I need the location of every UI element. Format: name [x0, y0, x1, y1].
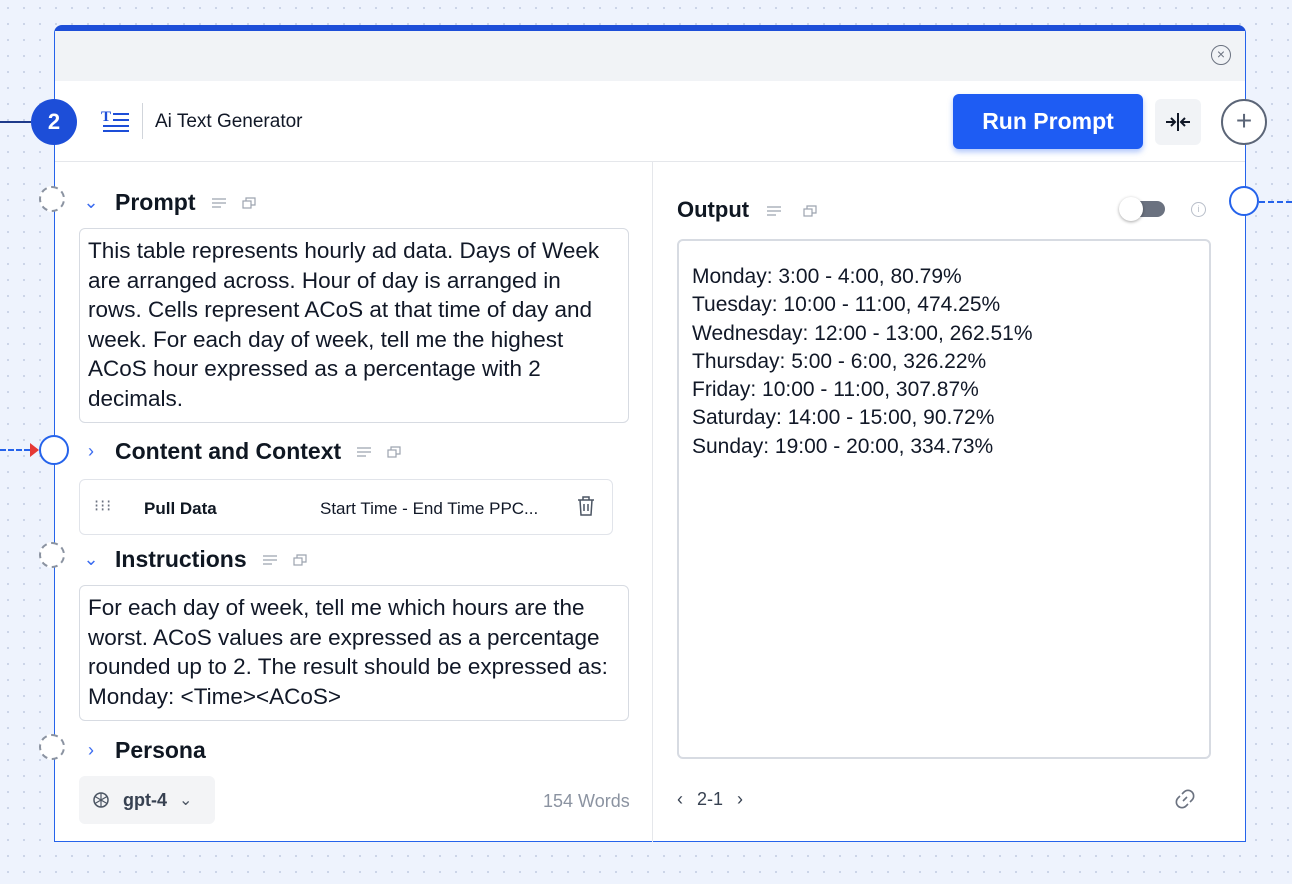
- prompt-label: Prompt: [115, 189, 196, 215]
- chevron-down-icon[interactable]: ⌄: [83, 192, 99, 212]
- output-toggle[interactable]: [1123, 201, 1165, 217]
- persona-label: Persona: [115, 737, 206, 763]
- content-context-section-header[interactable]: [81, 438, 401, 465]
- prompt-connector-node[interactable]: [39, 186, 65, 212]
- instructions-label: Instructions: [115, 546, 247, 572]
- output-line: Saturday: 14:00 - 15:00, 90.72%: [692, 406, 995, 430]
- output-label: [677, 197, 817, 223]
- output-line: Tuesday: 10:00 - 11:00, 474.25%: [692, 293, 1001, 317]
- prompt-textarea[interactable]: This table represents hourly ad data. Days of Week are arranged across. Hour of day is arranged in rows. Cells represent ACoS at that time of day and week. For each day of week, tell me the highest ACoS hour expressed as a percentage with 2 decimals.: [79, 228, 629, 423]
- input-connector-line: [0, 449, 30, 451]
- collapse-icon: [1165, 113, 1191, 131]
- toggle-knob: [1119, 197, 1143, 221]
- drag-handle-icon[interactable]: ⁝⁝⁝: [94, 498, 113, 515]
- chevron-down-icon: ⌄: [179, 792, 193, 809]
- info-icon[interactable]: i: [1191, 202, 1206, 217]
- column-divider: [652, 162, 653, 842]
- connector-line-left: [0, 121, 31, 123]
- model-label: gpt-4: [123, 789, 167, 810]
- run-prompt-button[interactable]: Run Prompt: [953, 94, 1143, 149]
- openai-icon: [91, 790, 111, 810]
- output-pager: [677, 789, 757, 810]
- model-select[interactable]: [79, 776, 215, 824]
- chevron-right-icon[interactable]: ›: [88, 441, 94, 461]
- output-title-text: Output: [677, 197, 750, 222]
- lines-icon[interactable]: [767, 205, 781, 217]
- copy-icon[interactable]: [293, 554, 307, 566]
- output-line: Sunday: 19:00 - 20:00, 334.73%: [692, 434, 994, 458]
- step-number-badge: 2: [31, 99, 77, 145]
- lines-icon[interactable]: [263, 554, 277, 566]
- node-card: [54, 25, 1253, 842]
- persona-connector-node[interactable]: [39, 734, 65, 760]
- prompt-section-header[interactable]: [81, 189, 256, 216]
- instructions-connector-node[interactable]: [39, 542, 65, 568]
- output-line: Wednesday: 12:00 - 13:00, 262.51%: [692, 321, 1033, 345]
- word-count: 154 Words: [543, 791, 630, 811]
- chevron-right-icon[interactable]: ›: [737, 789, 744, 809]
- text-generator-icon: [101, 108, 131, 132]
- trash-icon[interactable]: [577, 496, 595, 516]
- chevron-right-icon[interactable]: ›: [88, 740, 94, 760]
- card-topbar: [55, 31, 1245, 81]
- instructions-section-header[interactable]: [81, 546, 307, 573]
- header-divider: [142, 103, 143, 139]
- output-line: Friday: 10:00 - 11:00, 307.87%: [692, 378, 979, 402]
- card-header: [55, 81, 1253, 162]
- pager-label: 2-1: [697, 789, 724, 809]
- node-title: Ai Text Generator: [155, 111, 303, 132]
- pull-data-value[interactable]: Start Time - End Time PPC...: [320, 499, 539, 518]
- content-connector-node[interactable]: [39, 435, 69, 465]
- plus-icon[interactable]: +: [1221, 99, 1267, 145]
- copy-icon[interactable]: [387, 446, 401, 458]
- chevron-down-icon[interactable]: ⌄: [83, 549, 99, 569]
- chevron-left-icon[interactable]: ‹: [677, 789, 683, 809]
- instructions-textarea[interactable]: For each day of week, tell me which hours are the worst. ACoS values are expressed as a percentage rounded up to 2. The result should be expressed as: Monday: <Time><ACoS>: [79, 585, 629, 721]
- pull-data-item[interactable]: [79, 479, 613, 535]
- input-arrow-icon: [30, 443, 39, 457]
- copy-icon[interactable]: [242, 197, 256, 209]
- output-line: Monday: 3:00 - 4:00, 80.79%: [692, 265, 962, 288]
- copy-icon[interactable]: [803, 205, 817, 217]
- content-context-label: Content and Context: [115, 438, 342, 464]
- collapse-button[interactable]: [1155, 99, 1201, 145]
- lines-icon[interactable]: [357, 446, 371, 458]
- output-line: Thursday: 5:00 - 6:00, 326.22%: [692, 349, 987, 373]
- lines-icon[interactable]: [212, 197, 226, 209]
- svg-text:T: T: [101, 109, 112, 125]
- link-icon[interactable]: [1173, 787, 1197, 811]
- output-connector-line: [1259, 201, 1292, 203]
- output-connector-node[interactable]: [1229, 186, 1259, 216]
- pull-data-label: Pull Data: [144, 499, 217, 518]
- persona-section-header[interactable]: [81, 737, 206, 764]
- close-icon[interactable]: ×: [1211, 45, 1231, 65]
- output-box[interactable]: [677, 239, 1211, 759]
